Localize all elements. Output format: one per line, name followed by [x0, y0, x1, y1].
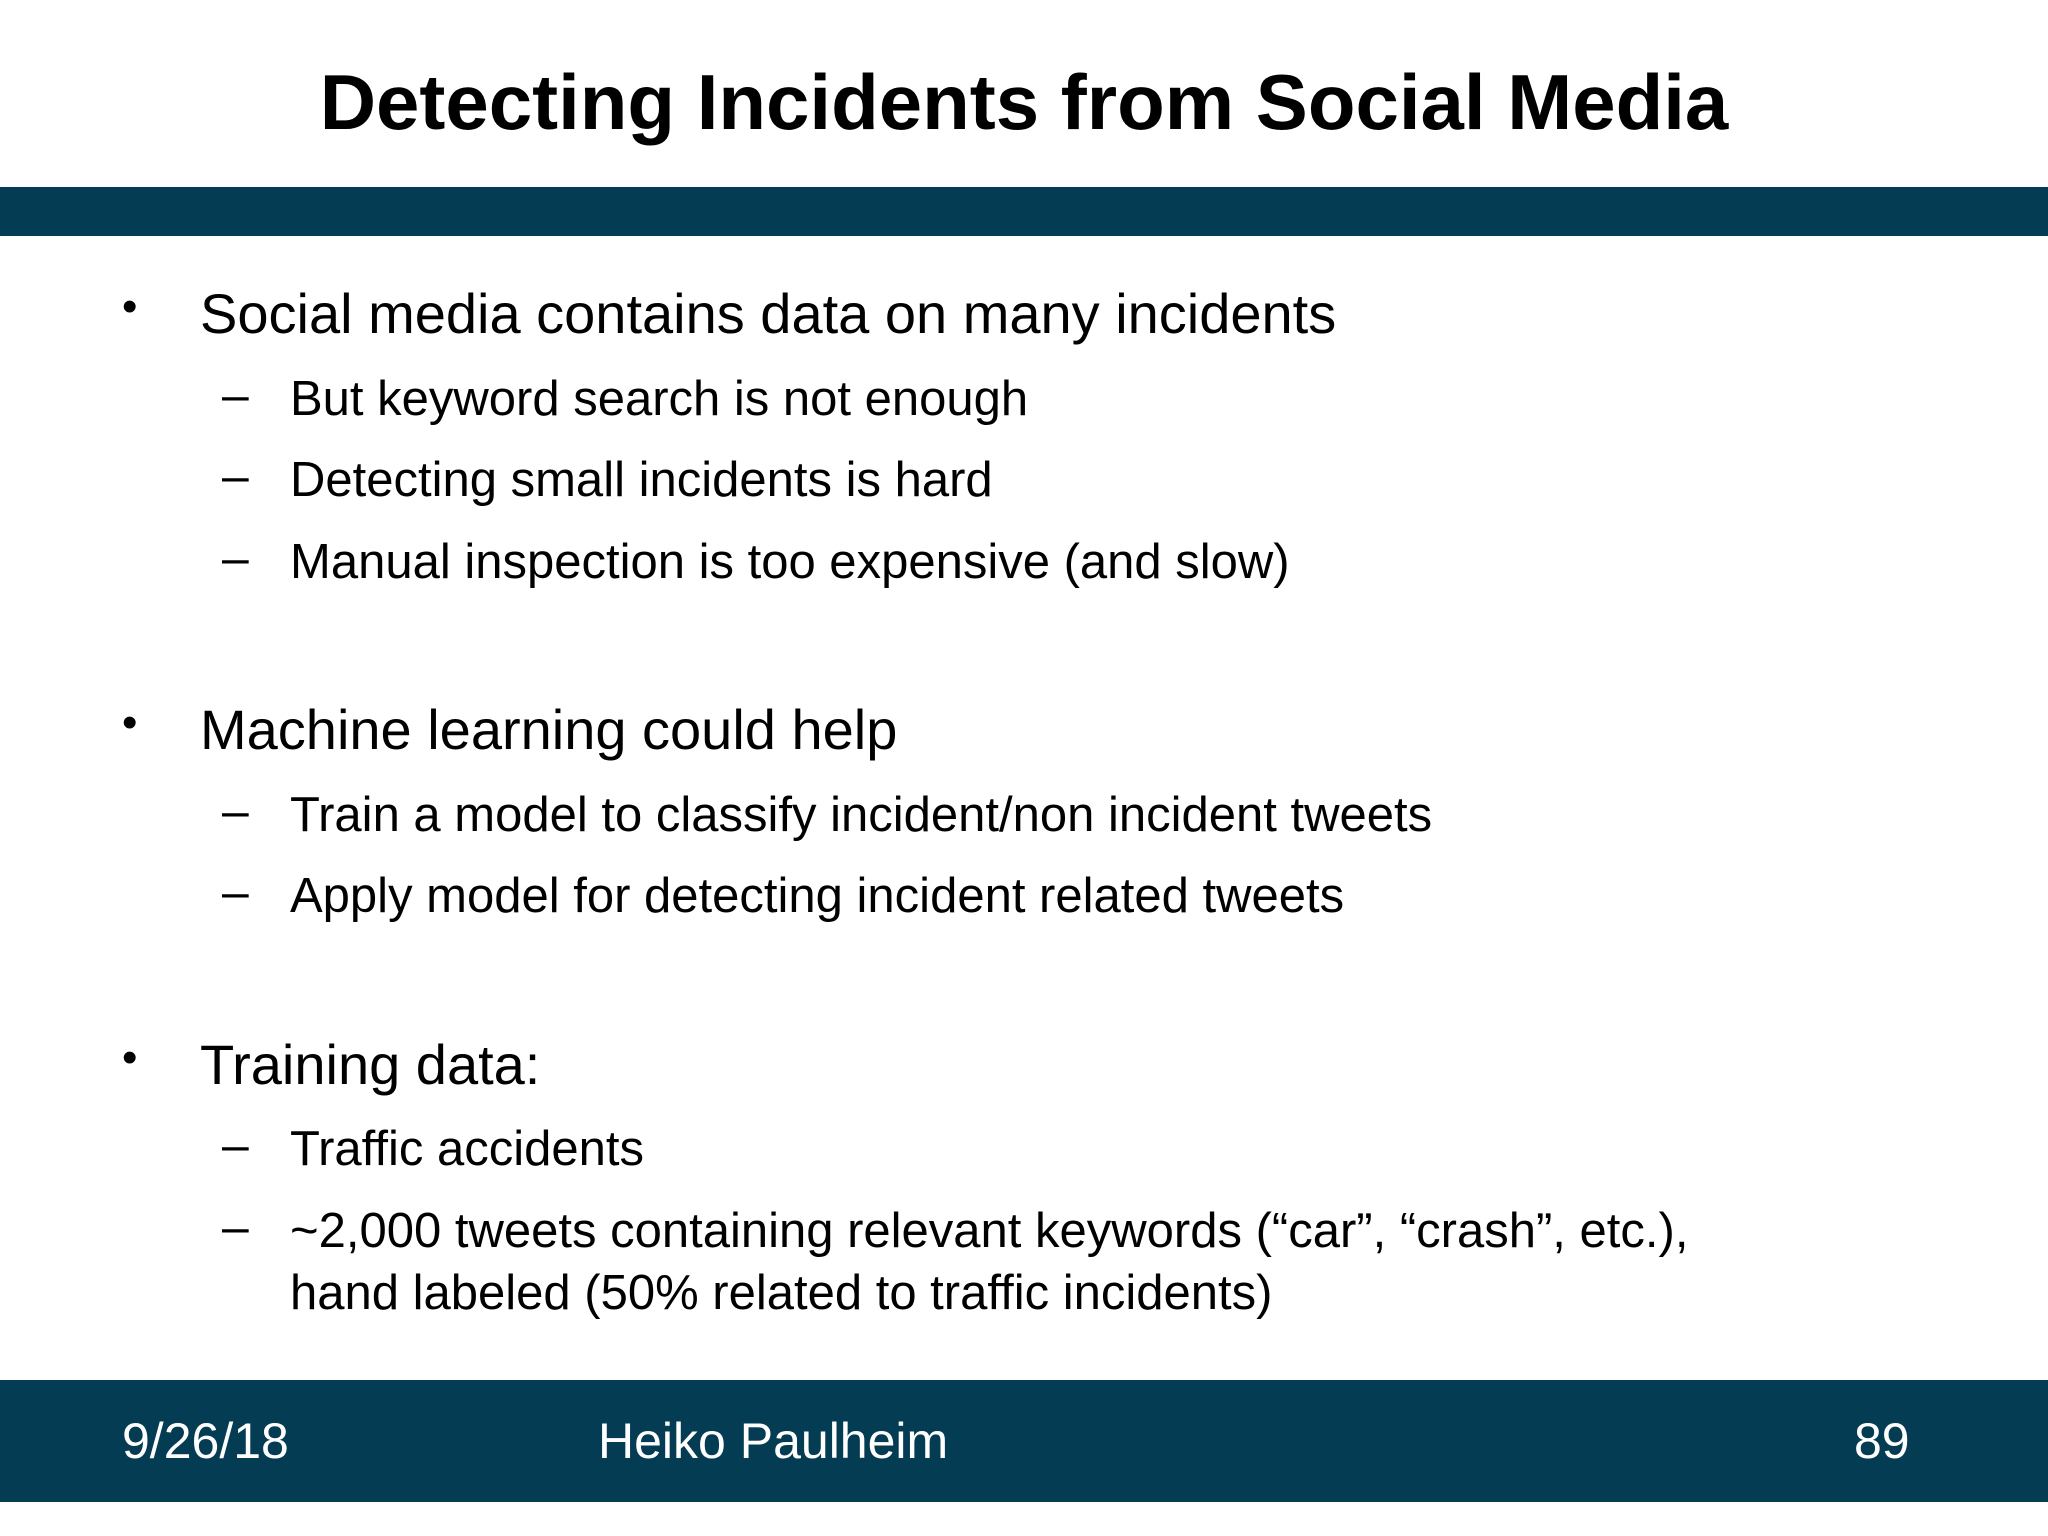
bullet-3-sub-1: Traffic accidents — [290, 1122, 645, 1176]
bullet-icon: • — [122, 282, 138, 331]
dash-icon: – — [222, 450, 249, 503]
bullet-3-sub-2-line-2: hand labeled (50% related to traffic incidents) — [290, 1266, 1273, 1320]
bullet-2-text: Machine learning could help — [200, 698, 898, 761]
bullet-1-sub-1: But keyword search is not enough — [290, 372, 1029, 426]
bullet-1-text: Social media contains data on many incidents — [200, 282, 1337, 345]
bullet-3-sub-2-line-1: ~2,000 tweets containing relevant keywords (“car”, “crash”, etc.), — [290, 1204, 1689, 1258]
bullet-2-sub-1: Train a model to classify incident/non incident tweets — [290, 788, 1433, 842]
dash-icon: – — [222, 369, 249, 422]
footer-author: Heiko Paulheim — [598, 1413, 949, 1469]
dash-icon: – — [222, 785, 249, 838]
footer-date: 9/26/18 — [122, 1413, 289, 1469]
bullet-1-sub-3: Manual inspection is too expensive (and slow) — [290, 535, 1290, 589]
footer-bar — [0, 1380, 2048, 1502]
slide-title: Detecting Incidents from Social Media — [319, 58, 1729, 146]
dash-icon: – — [222, 866, 249, 919]
bullet-icon: • — [122, 698, 138, 747]
bullet-2-sub-2: Apply model for detecting incident related tweets — [290, 869, 1345, 923]
dash-icon: – — [222, 1119, 249, 1172]
bullet-1-sub-2: Detecting small incidents is hard — [290, 453, 993, 507]
footer-page-number: 89 — [1854, 1413, 1910, 1469]
bottom-margin — [0, 1502, 2048, 1536]
dash-icon: – — [222, 1201, 249, 1254]
bullet-3-text: Training data: — [200, 1033, 541, 1096]
bullet-icon: • — [122, 1033, 138, 1082]
dash-icon: – — [222, 532, 249, 585]
